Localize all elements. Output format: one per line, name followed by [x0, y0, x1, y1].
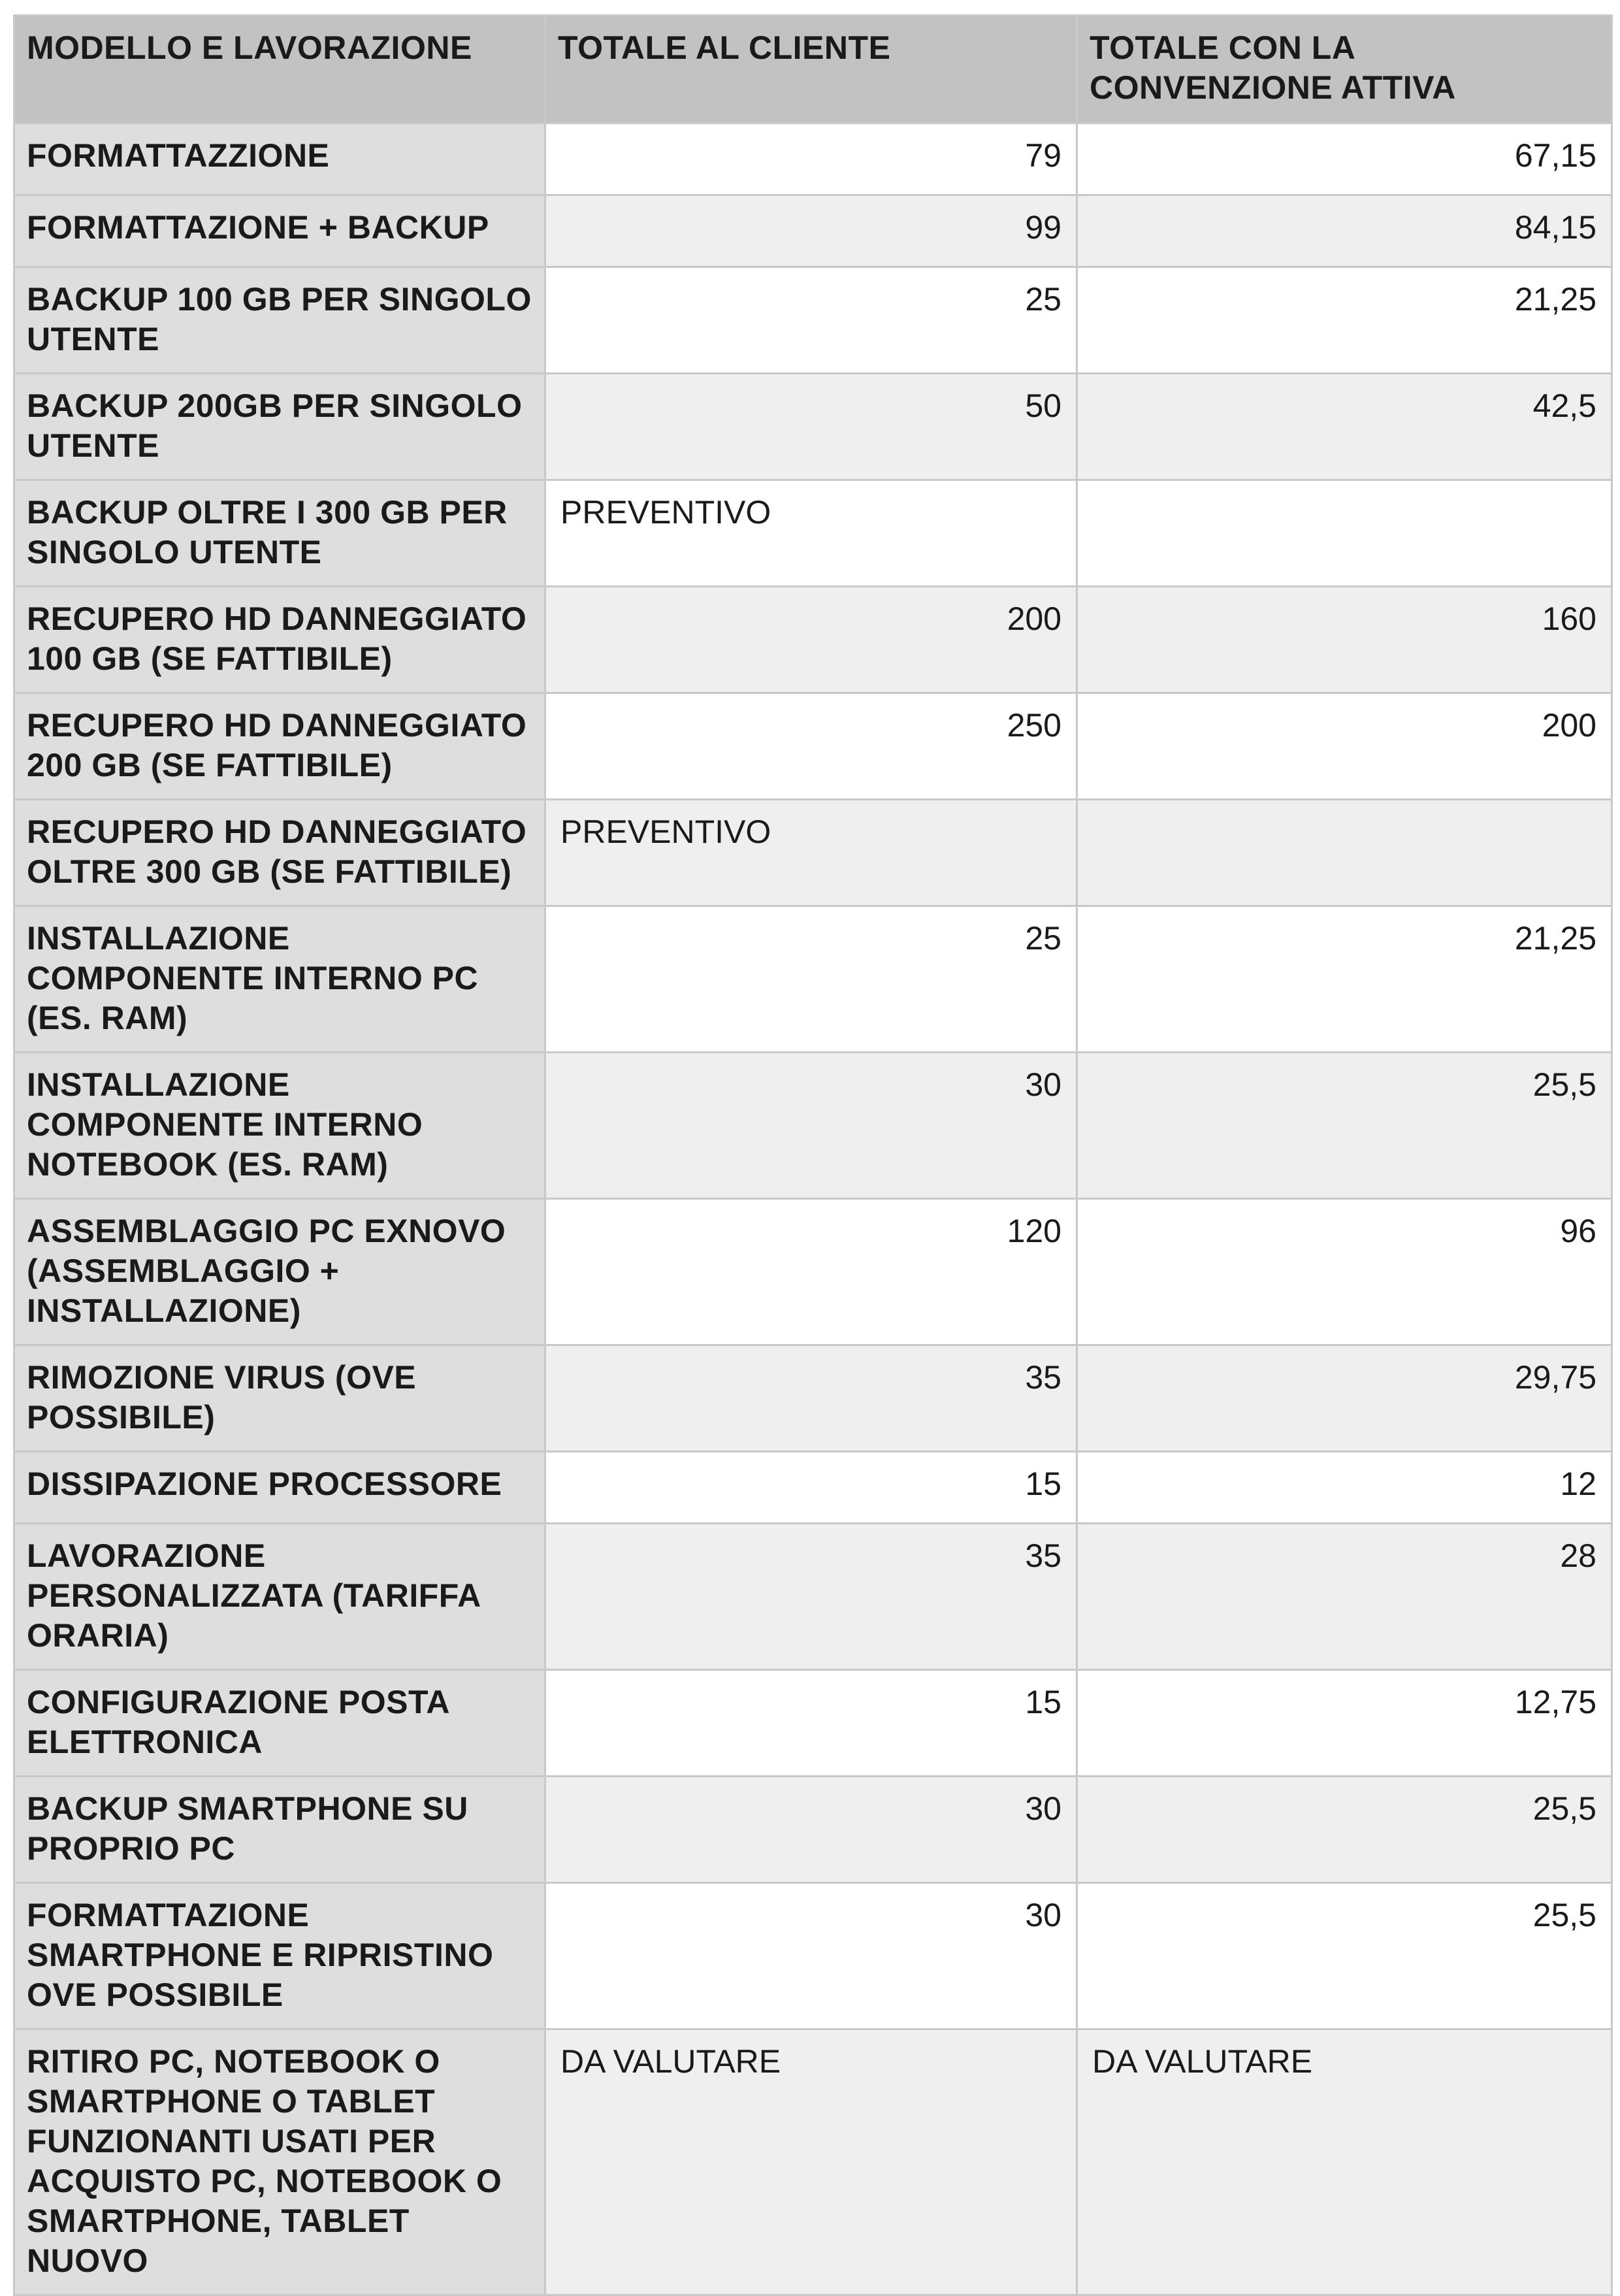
- client-total-cell: 15: [545, 1670, 1077, 1777]
- convention-total-cell: 21,25: [1077, 906, 1612, 1053]
- client-total-cell: 35: [545, 1345, 1077, 1452]
- convention-total-cell: [1077, 480, 1612, 587]
- convention-total-cell: 96: [1077, 1199, 1612, 1345]
- convention-total-cell: 25,5: [1077, 1053, 1612, 1199]
- service-cell: BACKUP SMARTPHONE SU PROPRIO PC: [14, 1777, 545, 1883]
- table-row: [14, 800, 1612, 906]
- service-cell: RIMOZIONE VIRUS (OVE POSSIBILE): [14, 1345, 545, 1452]
- client-total-cell: 120: [545, 1199, 1077, 1345]
- table-row: [14, 1345, 1612, 1452]
- convention-total-cell: 67,15: [1077, 123, 1612, 195]
- table-row: [14, 587, 1612, 693]
- convention-total-cell: DA VALUTARE: [1077, 2029, 1612, 2295]
- client-total-cell: 25: [545, 906, 1077, 1053]
- table-row: [14, 267, 1612, 374]
- convention-total-cell: 42,5: [1077, 374, 1612, 480]
- convention-total-cell: 12,75: [1077, 1670, 1612, 1777]
- convention-total-cell: 25,5: [1077, 1883, 1612, 2029]
- convention-total-cell: 84,15: [1077, 195, 1612, 267]
- table-row: [14, 2029, 1612, 2295]
- service-cell: RECUPERO HD DANNEGGIATO 100 GB (SE FATTIBILE): [14, 587, 545, 693]
- convention-total-cell: 21,25: [1077, 267, 1612, 374]
- table-row: [14, 374, 1612, 480]
- table-row: [14, 195, 1612, 267]
- service-cell: BACKUP 100 GB PER SINGOLO UTENTE: [14, 267, 545, 374]
- service-cell: FORMATTAZIONE + BACKUP: [14, 195, 545, 267]
- table-row: [14, 1524, 1612, 1670]
- convention-total-cell: 200: [1077, 693, 1612, 800]
- client-total-cell: 35: [545, 1524, 1077, 1670]
- convention-total-cell: 160: [1077, 587, 1612, 693]
- client-total-cell: 79: [545, 123, 1077, 195]
- client-total-cell: 30: [545, 1777, 1077, 1883]
- price-table: [13, 14, 1613, 2296]
- table-row: [14, 906, 1612, 1053]
- client-total-cell: PREVENTIVO: [545, 800, 1077, 906]
- table-row: [14, 1670, 1612, 1777]
- convention-total-cell: 28: [1077, 1524, 1612, 1670]
- client-total-cell: 200: [545, 587, 1077, 693]
- table-row: [14, 1452, 1612, 1524]
- service-cell: INSTALLAZIONE COMPONENTE INTERNO PC (ES. RAM): [14, 906, 545, 1053]
- service-cell: BACKUP 200GB PER SINGOLO UTENTE: [14, 374, 545, 480]
- service-cell: RECUPERO HD DANNEGGIATO 200 GB (SE FATTIBILE): [14, 693, 545, 800]
- client-total-cell: 30: [545, 1883, 1077, 2029]
- table-row: [14, 693, 1612, 800]
- service-cell: FORMATTAZZIONE: [14, 123, 545, 195]
- service-cell: DISSIPAZIONE PROCESSORE: [14, 1452, 545, 1524]
- convention-total-cell: [1077, 800, 1612, 906]
- header-convention-total: TOTALE CON LA CONVENZIONE ATTIVA: [1077, 16, 1612, 123]
- service-cell: CONFIGURAZIONE POSTA ELETTRONICA: [14, 1670, 545, 1777]
- header-client-total: TOTALE AL CLIENTE: [545, 16, 1077, 123]
- table-row: [14, 1199, 1612, 1345]
- service-cell: FORMATTAZIONE SMARTPHONE E RIPRISTINO OVE POSSIBILE: [14, 1883, 545, 2029]
- client-total-cell: 99: [545, 195, 1077, 267]
- table-row: [14, 1883, 1612, 2029]
- client-total-cell: 15: [545, 1452, 1077, 1524]
- client-total-cell: 50: [545, 374, 1077, 480]
- service-cell: BACKUP OLTRE I 300 GB PER SINGOLO UTENTE: [14, 480, 545, 587]
- client-total-cell: 25: [545, 267, 1077, 374]
- client-total-cell: PREVENTIVO: [545, 480, 1077, 587]
- header-row: [14, 16, 1612, 123]
- table-row: [14, 1777, 1612, 1883]
- service-cell: LAVORAZIONE PERSONALIZZATA (TARIFFA ORARIA): [14, 1524, 545, 1670]
- client-total-cell: DA VALUTARE: [545, 2029, 1077, 2295]
- convention-total-cell: 12: [1077, 1452, 1612, 1524]
- convention-total-cell: 25,5: [1077, 1777, 1612, 1883]
- table-row: [14, 480, 1612, 587]
- convention-total-cell: 29,75: [1077, 1345, 1612, 1452]
- table-body: [14, 123, 1612, 2295]
- client-total-cell: 30: [545, 1053, 1077, 1199]
- table-row: [14, 1053, 1612, 1199]
- client-total-cell: 250: [545, 693, 1077, 800]
- table-row: [14, 123, 1612, 195]
- service-cell: RECUPERO HD DANNEGGIATO OLTRE 300 GB (SE FATTIBILE): [14, 800, 545, 906]
- table-header: [14, 16, 1612, 123]
- service-cell: RITIRO PC, NOTEBOOK O SMARTPHONE O TABLET FUNZIONANTI USATI PER ACQUISTO PC, NOTEBOOK O SMARTPHONE, TABLET NUOVO: [14, 2029, 545, 2295]
- header-service: MODELLO E LAVORAZIONE: [14, 16, 545, 123]
- service-cell: INSTALLAZIONE COMPONENTE INTERNO NOTEBOOK (ES. RAM): [14, 1053, 545, 1199]
- service-cell: ASSEMBLAGGIO PC EXNOVO (ASSEMBLAGGIO + INSTALLAZIONE): [14, 1199, 545, 1345]
